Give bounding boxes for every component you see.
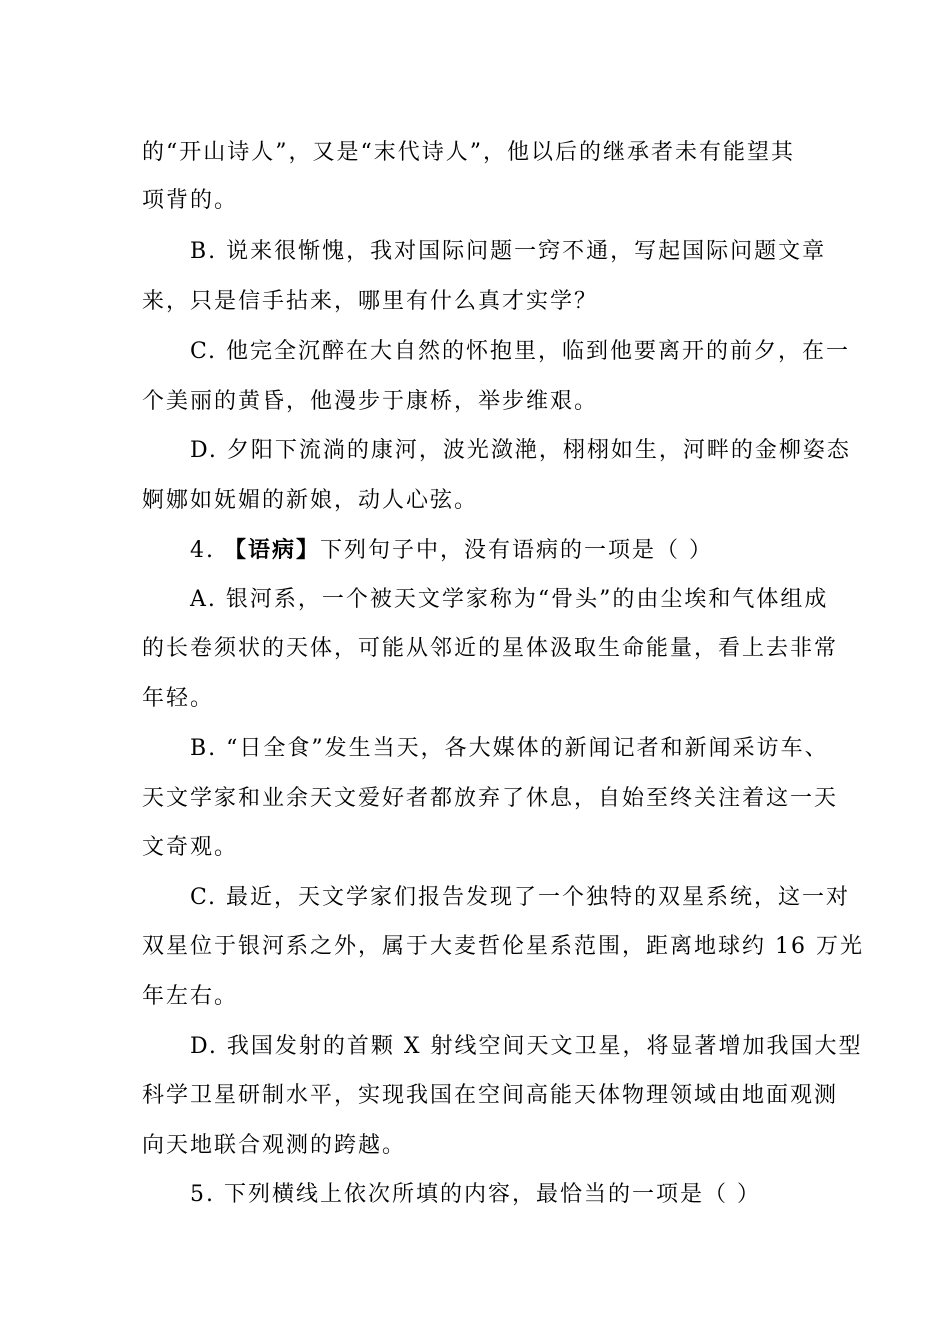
option-d-line: D. 我国发射的首颗 X 射线空间天文卫星，将显著增加我国大型 (190, 1034, 863, 1059)
text-line: 双星位于银河系之外，属于大麦哲伦星系范围，距离地球约 16 万光 (142, 934, 864, 959)
text-line: 个美丽的黄昏，他漫步于康桥，举步维艰。 (142, 389, 599, 414)
text-line: 来，只是信手拈来，哪里有什么真才实学？ (142, 289, 599, 314)
text-line: 的“开山诗人”，又是“末代诗人”，他以后的继承者未有能望其 (142, 140, 795, 165)
question-stem: 下列句子中，没有语病的一项是（ ） (320, 538, 713, 563)
text-line: 天文学家和业余天文爱好者都放弃了休息，自始至终关注着这一天 (142, 786, 839, 811)
text-line: 年轻。 (142, 686, 215, 711)
option-c-line: C. 最近，天文学家们报告发现了一个独特的双星系统，这一对 (190, 885, 851, 910)
text-line: 科学卫星研制水平，实现我国在空间高能天体物理领域由地面观测 (142, 1083, 839, 1108)
question-tag: 【语病】 (223, 537, 320, 563)
option-c-line: C. 他完全沉醉在大自然的怀抱里，临到他要离开的前夕，在一 (190, 339, 851, 364)
text-line: 项背的。 (142, 188, 239, 213)
question-number: 4. (190, 538, 224, 563)
text-line: 文奇观。 (142, 835, 239, 860)
text-line: 年左右。 (142, 984, 239, 1009)
option-a-line: A. 银河系，一个被天文学家称为“骨头”的由尘埃和气体组成 (190, 587, 829, 612)
text-line: 的长卷须状的天体，可能从邻近的星体汲取生命能量，看上去非常 (142, 636, 839, 661)
option-d-line: D. 夕阳下流淌的康河，波光潋滟，栩栩如生，河畔的金柳姿态 (190, 438, 851, 463)
text-line: 婀娜如妩媚的新娘，动人心弦。 (142, 488, 479, 513)
text-line: 向天地联合观测的跨越。 (142, 1133, 407, 1158)
question-5: 5. 下列横线上依次所填的内容，最恰当的一项是（ ） (190, 1182, 761, 1207)
option-b-line: B. “日全食”发生当天，各大媒体的新闻记者和新闻采访车、 (190, 736, 829, 761)
option-b-line: B. 说来很惭愧，我对国际问题一窍不通，写起国际问题文章 (190, 239, 827, 264)
question-4 (190, 535, 860, 566)
